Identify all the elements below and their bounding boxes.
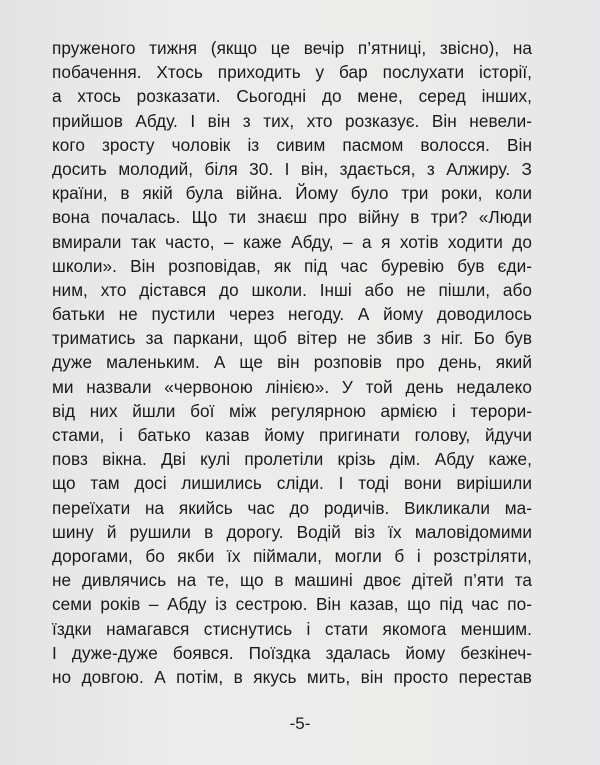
text-line: їздки намагався стиснутись і стати якомога меншим. <box>52 618 532 639</box>
text-line: шину й рушили в дорогу. Водій віз їх маловідомими <box>52 521 532 542</box>
text-line: прийшов Абду. І він з тих, хто розказує. Він невели- <box>52 110 532 131</box>
text-line: досить молодий, біля 30. І він, здається, з Алжиру. З <box>52 158 532 179</box>
text-line: що там досі лишились сліди. І тоді вони вирішили <box>52 473 532 494</box>
page-body-text <box>52 36 532 689</box>
text-line: ним, хто дістався до школи. Інші або не пішли, або <box>52 279 532 300</box>
text-line: переїхати на якийсь час до родичів. Викликали ма- <box>52 497 532 518</box>
text-line: дорогами, бо якби їх піймали, могли б і розстріляти, <box>52 545 532 566</box>
text-line: ми назвали «червоною лінією». У той день недалеко <box>52 376 532 397</box>
text-line: повз вікна. Дві кулі пролетіли крізь дім. Абду каже, <box>52 449 532 470</box>
text-line: стами, і батько казав йому пригинати голову, йдучи <box>52 425 532 445</box>
text-line: семи років – Абду із сестрою. Він казав, що під час по- <box>52 594 532 615</box>
text-line: триматись за паркани, щоб вітер не збив з ніг. Бо був <box>52 328 532 349</box>
text-line: батьки не пустили через негоду. А йому доводилось <box>52 304 532 325</box>
text-line: від них йшли бої між регулярною армією і терори- <box>52 400 532 421</box>
text-line: а хтось розказати. Сьогодні до мене, серед інших, <box>52 86 532 107</box>
text-line: но довгою. А потім, в якусь мить, він просто перестав <box>52 666 532 687</box>
text-line: країни, в якій була війна. Йому було три роки, коли <box>52 183 532 204</box>
text-line: побачення. Хтось приходить у бар послухати історії, <box>52 62 532 83</box>
text-line: дуже маленьким. А ще він розповів про день, який <box>52 352 532 373</box>
page-number: -5- <box>289 714 311 733</box>
text-line: кого зросту чоловік із сивим пасмом волосся. Він <box>52 134 532 155</box>
text-line: вмирали так часто, – каже Абду, – а я хотів ходити до <box>52 231 532 252</box>
text-line: школи». Він розповідав, як під час буревію був єди- <box>52 255 532 276</box>
text-line: не дивлячись на те, що в машині двоє дітей п’яти та <box>52 570 532 591</box>
text-line: пруженого тижня (якщо це вечір п’ятниці, звісно), на <box>52 38 532 58</box>
text-line: вона почалась. Що ти знаєш про війну в три? «Люди <box>52 207 532 228</box>
text-line: І дуже-дуже боявся. Поїздка здалась йому безкінеч- <box>52 642 532 663</box>
